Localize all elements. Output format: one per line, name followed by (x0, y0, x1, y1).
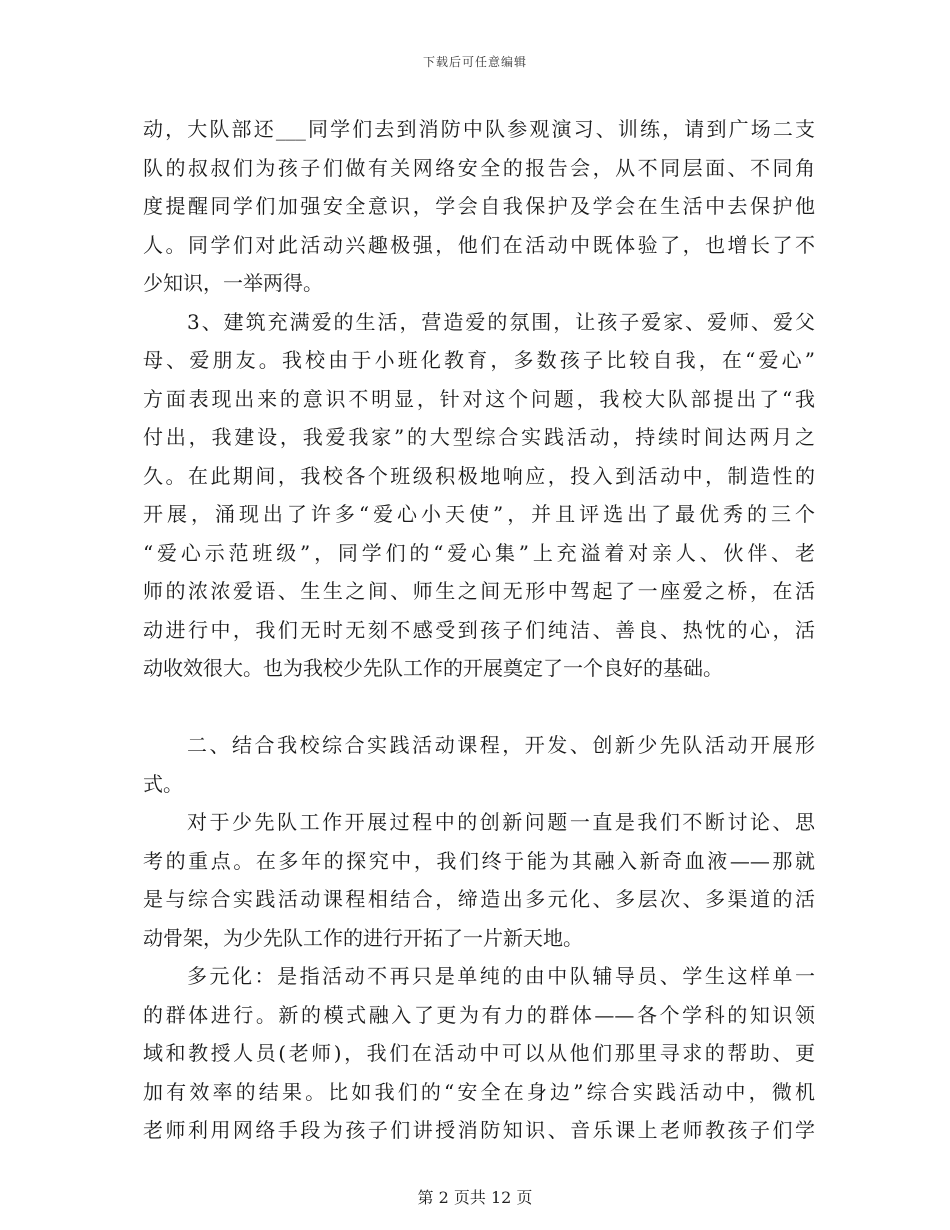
text-line: 付出，我建设，我爱我家”的大型综合实践活动，持续时间达两月之 (143, 425, 815, 449)
text-line: 师的浓浓爱语、生生之间、师生之间无形中驾起了一座爱之桥，在活 (143, 579, 815, 603)
paragraph-1 (143, 110, 815, 303)
text-line: 域和教授人员(老师)，我们在活动中可以从他们那里寻求的帮助、更 (143, 1041, 815, 1065)
text-line: 动进行中，我们无时无刻不感受到孩子们纯洁、善良、热忱的心，活 (143, 617, 815, 642)
text-line: 是与综合实践活动课程相结合，缔造出多元化、多层次、多渠道的活 (143, 887, 815, 911)
page-number: 第 2 页共 12 页 (417, 1188, 533, 1207)
text-line: 度提醒同学们加强安全意识，学会自我保护及学会在生活中去保护他 (143, 194, 815, 218)
text-line: 二、结合我校综合实践活动课程，开发、创新少先队活动开展形 (187, 733, 815, 757)
text-line: 人。同学们对此活动兴趣极强，他们在活动中既体验了，也增长了不 (143, 232, 815, 257)
text-line: 加有效率的结果。比如我们的“安全在身边”综合实践活动中，微机 (143, 1079, 815, 1104)
text-line: 多元化：是指活动不再只是单纯的由中队辅导员、学生这样单一 (187, 964, 815, 988)
text-line: 动骨架，为少先队工作的进行开拓了一片新天地。 (143, 925, 583, 950)
text-line: 少知识，一举两得。 (143, 271, 323, 295)
text-line: 对于少先队工作开展过程中的创新问题一直是我们不断讨论、思 (187, 810, 815, 834)
text-line: 开展，涌现出了许多“爱心小天使”，并且评选出了最优秀的三个 (143, 502, 815, 526)
text-line: 式。 (143, 771, 183, 796)
text-line: 动收效很大。也为我校少先队工作的开展奠定了一个良好的基础。 (143, 656, 723, 680)
text-line: 久。在此期间，我校各个班级积极地响应，投入到活动中，制造性的 (143, 463, 815, 488)
section-heading (143, 726, 815, 803)
text-line: 方面表现出来的意识不明显，针对这个问题，我校大队部提出了“我 (143, 386, 815, 411)
document-body (143, 110, 815, 1150)
text-line: 的群体进行。新的模式融入了更为有力的群体——各个学科的知识领 (143, 1002, 815, 1027)
text-line: 考的重点。在多年的探究中，我们终于能为其融入新奇血液——那就 (143, 848, 815, 873)
paragraph-3 (143, 803, 815, 957)
paragraph-spacer (143, 688, 815, 727)
text-line: 老师利用网络手段为孩子们讲授消防知识、音乐课上老师教孩子们学 (143, 1118, 815, 1142)
text-line: 队的叔叔们为孩子们做有关网络安全的报告会，从不同层面、不同角 (143, 155, 815, 180)
text-line: 动，大队部还___同学们去到消防中队参观演习、训练，请到广场二支 (143, 117, 815, 141)
paragraph-2 (143, 303, 815, 688)
paragraph-4 (143, 957, 815, 1150)
text-line: “爱心示范班级”，同学们的“爱心集”上充溢着对亲人、伙伴、老 (143, 540, 815, 565)
page-header: 下载后可任意编辑 (422, 55, 527, 69)
text-line: 母、爱朋友。我校由于小班化教育，多数孩子比较自我，在“爱心” (143, 348, 815, 372)
text-line: 3、建筑充满爱的生活，营造爱的氛围，让孩子爱家、爱师、爱父 (187, 309, 815, 334)
